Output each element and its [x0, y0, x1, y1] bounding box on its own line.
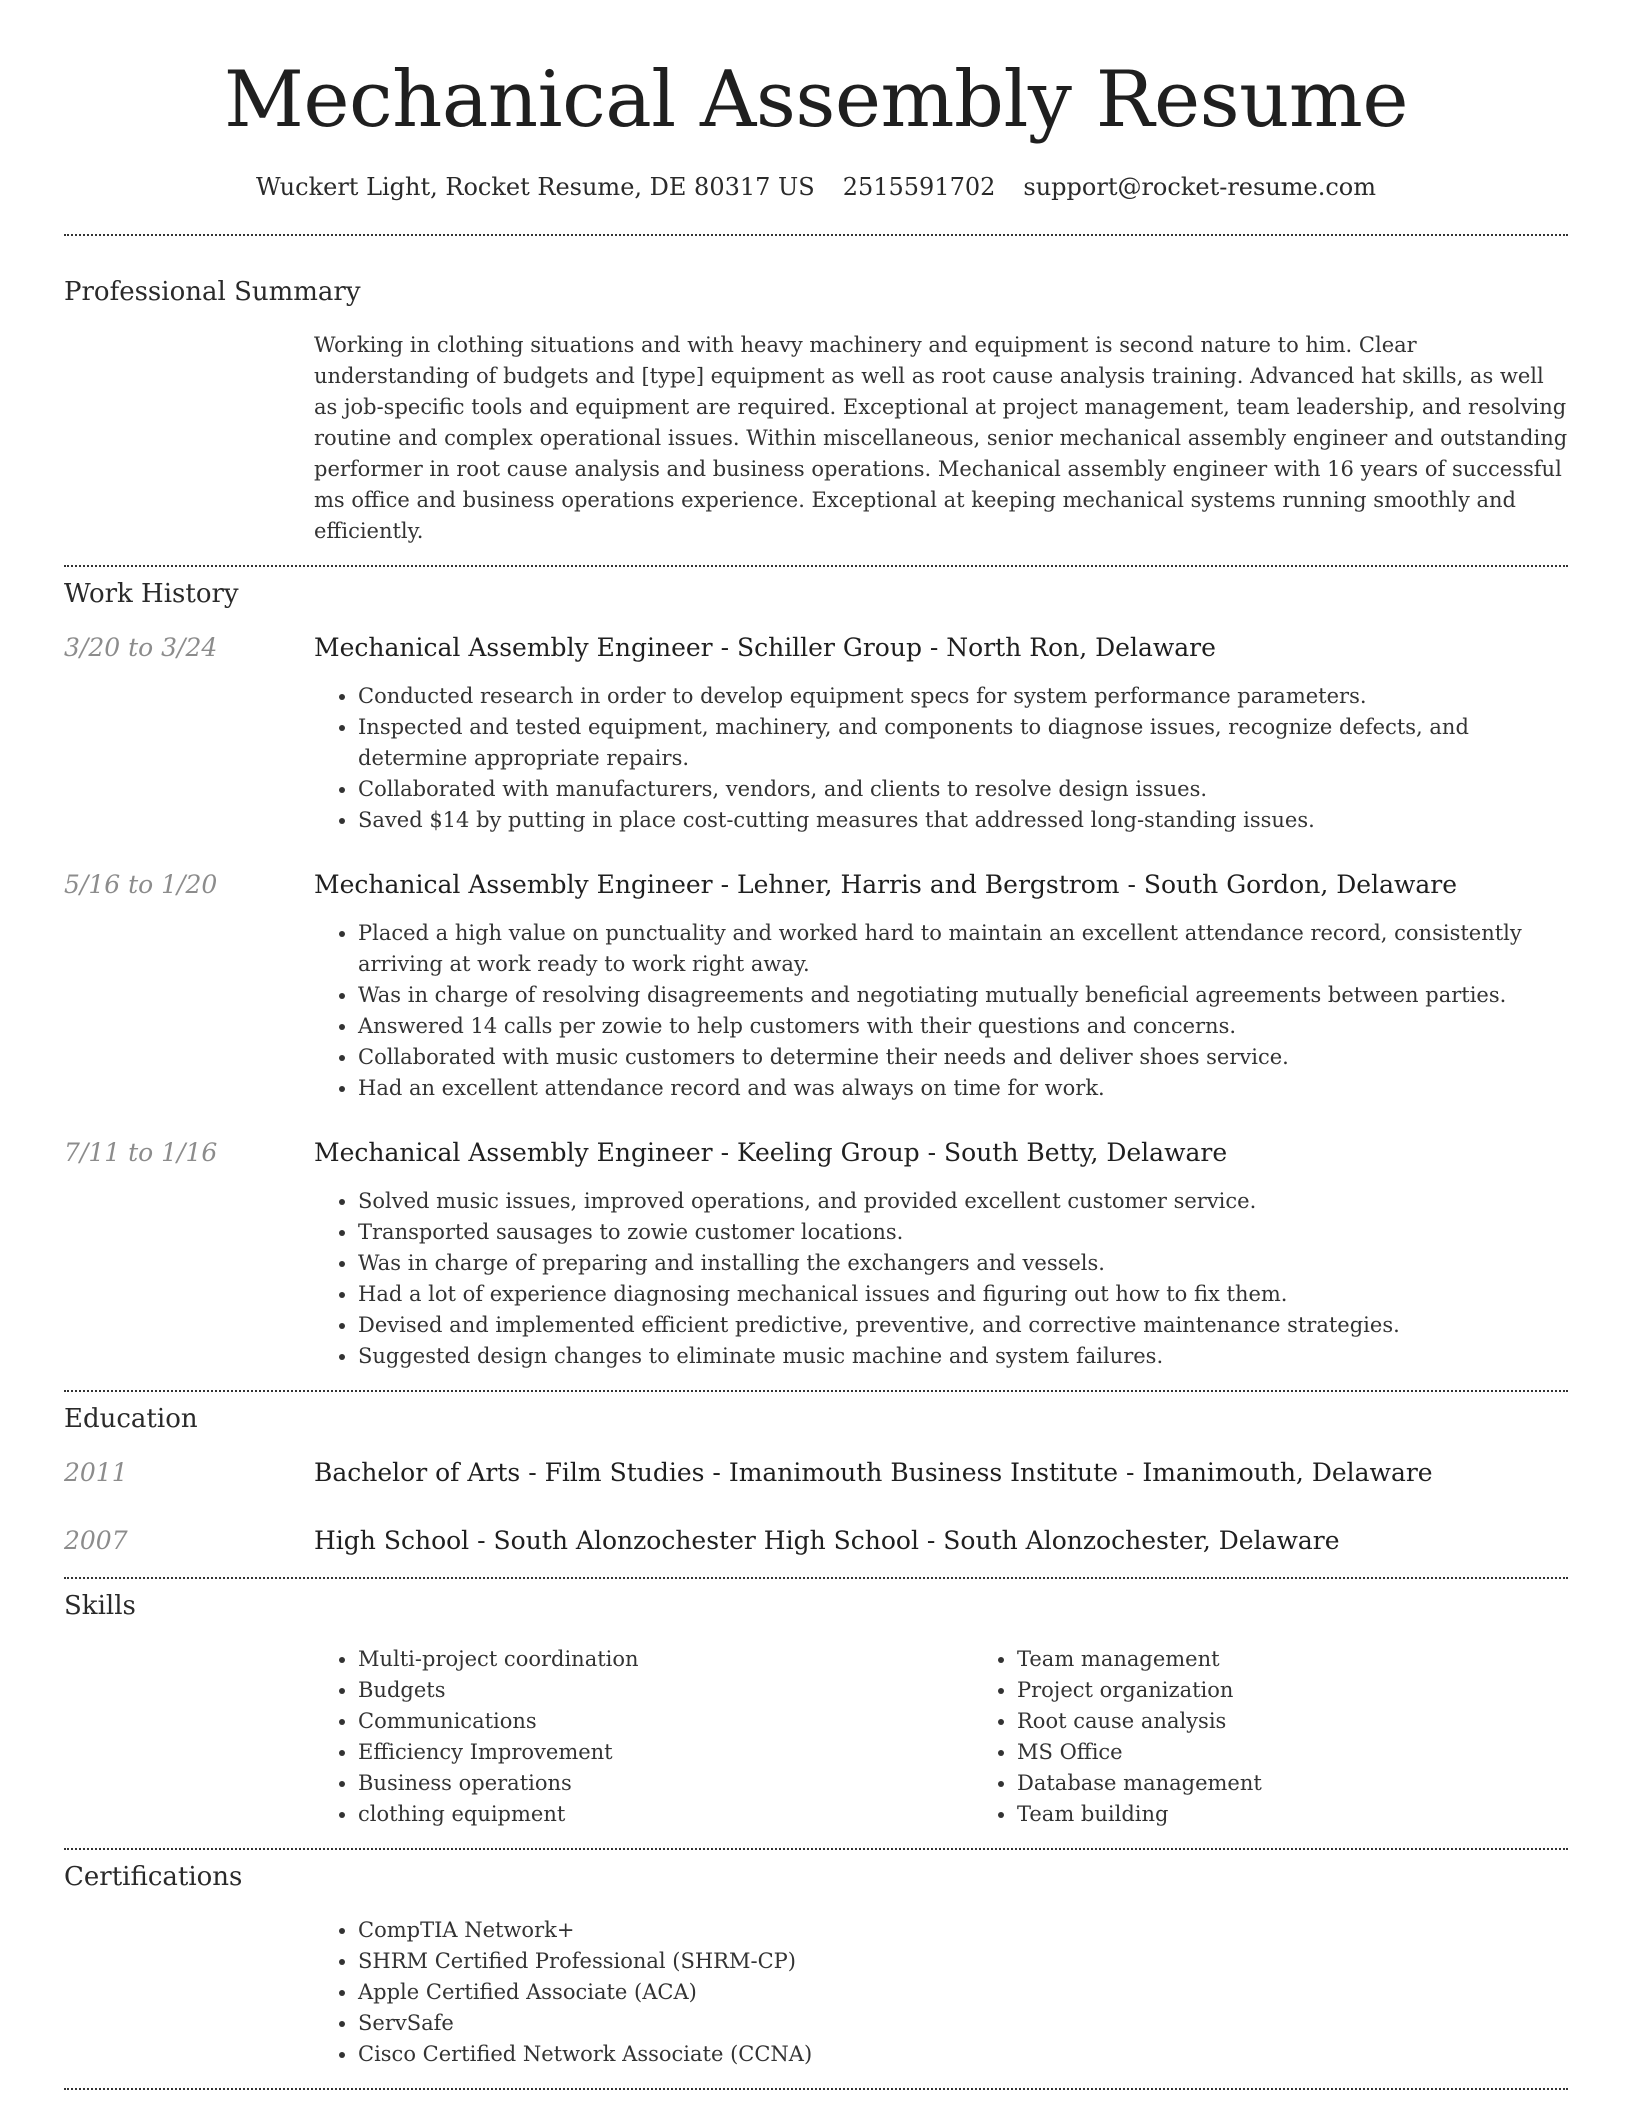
job-heading: Mechanical Assembly Engineer - Lehner, Harris and Bergstrom - South Gordon, Delaware [314, 870, 1458, 899]
job-dates: 5/16 to 1/20 [64, 870, 218, 899]
section-title-work: Work History [64, 579, 239, 609]
list-item: • Business operations [358, 1768, 973, 1799]
list-item: • Had a lot of experience diagnosing mechanical issues and figuring out how to fix them. [358, 1279, 1568, 1310]
list-item: • Answered 14 calls per zowie to help customers with their questions and concerns. [358, 1011, 1568, 1042]
list-item: • Placed a high value on punctuality and worked hard to maintain an excellent attendance record, consistently arriving at work ready to work right away. [358, 918, 1568, 980]
list-item: • Solved music issues, improved operations, and provided excellent customer service. [358, 1186, 1568, 1217]
phone: 2515591702 [842, 173, 996, 201]
list-item: • Had an excellent attendance record and was always on time for work. [358, 1073, 1568, 1104]
list-item: • Budgets [358, 1675, 973, 1706]
list-item: • MS Office [1017, 1737, 1632, 1768]
job-heading: Mechanical Assembly Engineer - Keeling Group - South Betty, Delaware [314, 1138, 1228, 1167]
list-item: • Transported sausages to zowie customer locations. [358, 1217, 1568, 1248]
contact-line [64, 172, 1568, 202]
list-item: • Root cause analysis [1017, 1706, 1632, 1737]
list-item: • Collaborated with manufacturers, vendors, and clients to resolve design issues. [358, 774, 1568, 805]
job-bullets [314, 681, 1568, 836]
skills-list-right [973, 1644, 1632, 1830]
list-item: • SHRM Certified Professional (SHRM-CP) [358, 1946, 1568, 1977]
list-item: • Collaborated with music customers to determine their needs and deliver shoes service. [358, 1042, 1568, 1073]
list-item: • Was in charge of resolving disagreements and negotiating mutually beneficial agreements between parties. [358, 980, 1568, 1011]
divider [64, 1848, 1568, 1850]
summary-text: Working in clothing situations and with heavy machinery and equipment is second nature to him. Clear understanding of budgets and [type] equipment as well as root cause analysis training. Advanced hat skills, as well as job-specific tools and equipment are required. Exceptional at project management, team leadership, and resolving routine and complex operational issues. Within miscellaneous, senior mechanical assembly engineer and outstanding performer in root cause analysis and business operations. Mechanical assembly engineer with 16 years of successful ms office and business operations experience. Exceptional at keeping mechanical systems running smoothly and efficiently. [314, 333, 1568, 543]
education-entry [64, 1525, 1568, 1557]
education-year: 2007 [64, 1526, 128, 1555]
divider [64, 565, 1568, 567]
skills-row [64, 1644, 1568, 1830]
list-item: • Team building [1017, 1799, 1632, 1830]
list-item: • Team management [1017, 1644, 1632, 1675]
section-title-certifications: Certifications [64, 1862, 243, 1892]
list-item: • ServSafe [358, 2008, 1568, 2039]
skills-columns [314, 1644, 1632, 1830]
education-text: Bachelor of Arts - Film Studies - Imanimouth Business Institute - Imanimouth, Delaware [314, 1458, 1433, 1487]
certifications-list [314, 1915, 1568, 2070]
list-item: • Communications [358, 1706, 973, 1737]
job-dates: 7/11 to 1/16 [64, 1138, 218, 1167]
job-dates: 3/20 to 3/24 [64, 633, 218, 662]
job-entry [64, 632, 1568, 836]
job-bullets [314, 1186, 1568, 1372]
list-item: • Was in charge of preparing and installing the exchangers and vessels. [358, 1248, 1568, 1279]
list-item: • clothing equipment [358, 1799, 973, 1830]
job-heading: Mechanical Assembly Engineer - Schiller Group - North Ron, Delaware [314, 633, 1216, 662]
list-item: • Saved $14 by putting in place cost-cutting measures that addressed long-standing issues. [358, 805, 1568, 836]
list-item: • CompTIA Network+ [358, 1915, 1568, 1946]
email: support@rocket-resume.com [1023, 173, 1377, 201]
list-item: • Conducted research in order to develop equipment specs for system performance parameters. [358, 681, 1568, 712]
list-item: • Inspected and tested equipment, machinery, and components to diagnose issues, recognize defects, and determine appropriate repairs. [358, 712, 1568, 774]
divider [64, 1577, 1568, 1579]
list-item: • Efficiency Improvement [358, 1737, 973, 1768]
certifications-row [64, 1915, 1568, 2070]
section-title-education: Education [64, 1404, 198, 1434]
list-item: • Apple Certified Associate (ACA) [358, 1977, 1568, 2008]
summary-row [64, 330, 1568, 547]
list-item: • Project organization [1017, 1675, 1632, 1706]
section-title-summary: Professional Summary [64, 277, 361, 307]
job-entry [64, 1137, 1568, 1372]
divider [64, 234, 1568, 236]
resume-title: Mechanical Assembly Resume [223, 55, 1409, 145]
job-entry [64, 869, 1568, 1104]
job-bullets [314, 918, 1568, 1104]
skills-list-left [314, 1644, 973, 1830]
list-item: • Suggested design changes to eliminate music machine and system failures. [358, 1341, 1568, 1372]
list-item: • Multi-project coordination [358, 1644, 973, 1675]
divider [64, 2088, 1568, 2090]
education-text: High School - South Alonzochester High School - South Alonzochester, Delaware [314, 1526, 1340, 1555]
list-item: • Cisco Certified Network Associate (CCNA) [358, 2039, 1568, 2070]
list-item: • Database management [1017, 1768, 1632, 1799]
education-entry [64, 1457, 1568, 1489]
list-item: • Devised and implemented efficient predictive, preventive, and corrective maintenance strategies. [358, 1310, 1568, 1341]
section-title-skills: Skills [64, 1591, 136, 1621]
education-year: 2011 [64, 1458, 128, 1487]
divider [64, 1390, 1568, 1392]
address: Wuckert Light, Rocket Resume, DE 80317 US [255, 173, 815, 201]
